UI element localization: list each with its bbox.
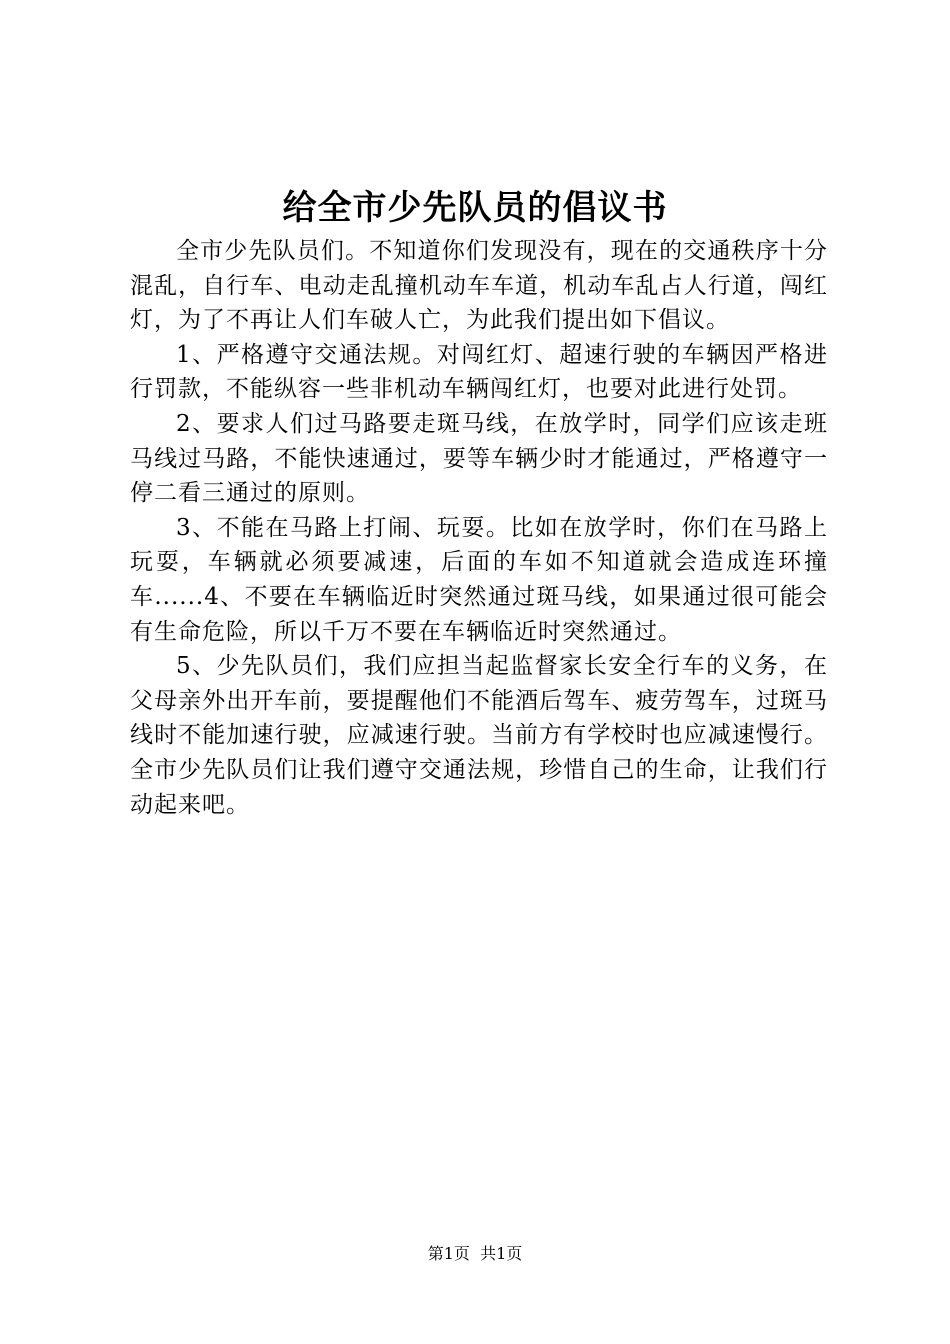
footer-separator [470, 1244, 480, 1263]
document-title: 给全市少先队员的倡议书 [282, 188, 668, 228]
paragraph-item-2: 2、要求人们过马路要走斑马线，在放学时，同学们应该走班马线过马路，不能快速通过，要等车辆少时才能通过，严格遵守一停二看三通过的原则。 [130, 410, 828, 507]
page-number-current: 第1页 [427, 1244, 470, 1263]
paragraph-item-1: 1、严格遵守交通法规。对闯红灯、超速行驶的车辆因严格进行罚款，不能纵容一些非机动车辆闯红灯，也要对此进行处罚。 [130, 341, 828, 403]
paragraph-item-3-4: 3、不能在马路上打闹、玩耍。比如在放学时，你们在马路上玩耍，车辆就必须要减速，后面的车如不知道就会造成连环撞车......4、不要在车辆临近时突然通过斑马线，如果通过很可能会有生命危险，所以千万不要在车辆临近时突然通过。 [130, 514, 828, 645]
paragraph-item-5: 5、少先队员们，我们应担当起监督家长安全行车的义务，在父母亲外出开车前，要提醒他们不能酒后驾车、疲劳驾车，过斑马线时不能加速行驶，应减速行驶。当前方有学校时也应减速慢行。全市少先队员们让我们遵守交通法规，珍惜自己的生命，让我们行动起来吧。 [130, 653, 828, 818]
page-footer [0, 1242, 950, 1266]
document-body [130, 234, 828, 822]
page-number-total: 共1页 [480, 1244, 523, 1263]
paragraph-intro: 全市少先队员们。不知道你们发现没有，现在的交通秩序十分混乱，自行车、电动走乱撞机动车车道，机动车乱占人行道，闯红灯，为了不再让人们车破人亡，为此我们提出如下倡议。 [130, 238, 828, 334]
